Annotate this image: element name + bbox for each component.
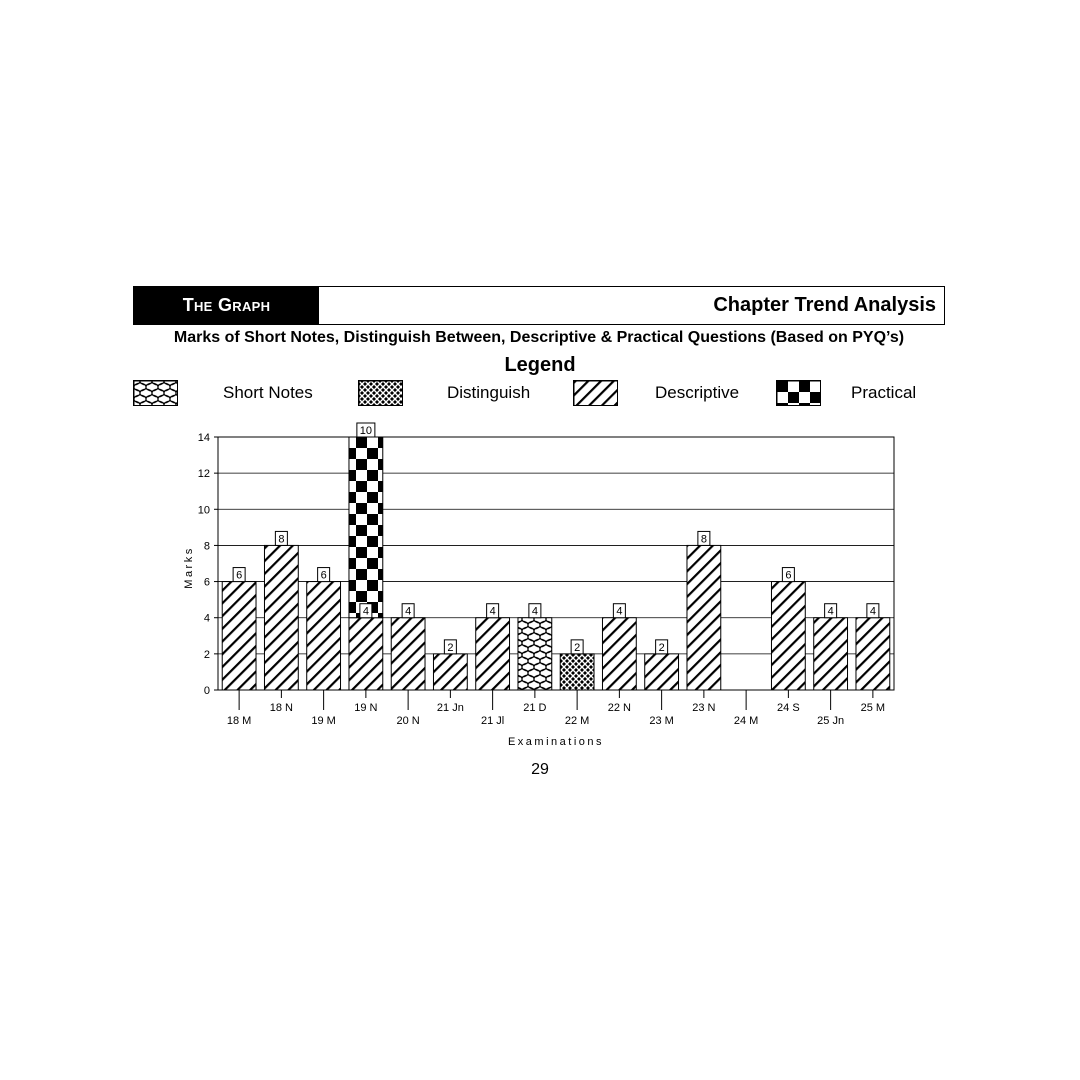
x-tick-label: 23 M	[649, 715, 674, 727]
data-label: 4	[405, 605, 412, 618]
bar-descriptive	[391, 618, 425, 690]
header-bar	[133, 286, 945, 325]
header-section-label: The Graph	[134, 287, 319, 324]
short-notes-swatch-icon	[133, 380, 178, 406]
data-label: 6	[320, 569, 327, 582]
descriptive-swatch-icon	[573, 380, 618, 406]
x-tick-label: 21 D	[523, 702, 547, 714]
distinguish-swatch-icon	[358, 380, 403, 406]
y-tick-label: 4	[203, 612, 210, 625]
y-tick-label: 14	[197, 432, 210, 444]
data-label: 4	[869, 605, 876, 618]
legend	[133, 379, 945, 407]
bar-descriptive	[602, 618, 636, 690]
legend-label-descriptive: Descriptive	[655, 383, 740, 402]
x-tick-label: 24 S	[777, 702, 800, 714]
data-label: 8	[700, 533, 707, 546]
bar-descriptive	[856, 618, 890, 690]
y-tick-label: 2	[203, 648, 210, 661]
data-label: 4	[531, 605, 538, 618]
bar-descriptive	[264, 545, 298, 690]
page-number: 29	[531, 761, 549, 778]
data-label: 4	[362, 605, 369, 618]
bar-descriptive	[349, 618, 383, 690]
data-label: 4	[827, 605, 834, 618]
data-label: 4	[616, 605, 623, 618]
bar-descriptive	[222, 582, 256, 690]
data-label: 10	[359, 425, 372, 437]
x-tick-label: 24 M	[733, 715, 759, 727]
data-label: 4	[489, 605, 496, 618]
practical-swatch-icon	[776, 380, 821, 406]
chart-subtitle: Marks of Short Notes, Distinguish Between, Descriptive & Practical Questions (Based on PYQ’s)	[173, 329, 905, 346]
x-tick-label: 22 M	[564, 715, 590, 727]
x-tick-label: 22 N	[607, 702, 631, 714]
x-tick-label: 23 N	[692, 702, 716, 714]
legend-item-short-notes	[133, 379, 313, 407]
y-tick-label: 10	[197, 504, 210, 517]
bar-descriptive	[476, 618, 510, 690]
data-label: 2	[574, 641, 581, 654]
bar-chart	[180, 415, 910, 755]
x-tick-label: 21 Jl	[481, 715, 505, 727]
x-tick-label: 19 M	[311, 715, 336, 727]
bar-descriptive	[307, 582, 341, 690]
x-tick-label: 25 Jn	[817, 715, 845, 727]
data-label: 6	[236, 569, 243, 582]
legend-label-practical: Practical	[851, 383, 917, 402]
data-label: 8	[278, 533, 285, 546]
data-label: 2	[447, 641, 454, 654]
y-tick-label: 12	[197, 468, 210, 481]
bar-practical	[349, 437, 383, 618]
data-label: 6	[785, 569, 792, 582]
x-tick-label: 25 M	[860, 702, 886, 714]
x-tick-label: 18 N	[269, 702, 293, 714]
x-tick-label: 20 N	[396, 715, 420, 727]
bar-descriptive	[645, 654, 679, 690]
legend-label-distinguish: Distinguish	[447, 383, 531, 402]
y-tick-label: 6	[203, 576, 210, 589]
x-tick-label: 21 Jn	[436, 702, 464, 714]
x-axis-title: Examinations	[507, 736, 605, 748]
bar-descriptive	[687, 545, 721, 690]
legend-label-short-notes: Short Notes	[223, 383, 313, 402]
legend-item-practical	[776, 379, 917, 407]
x-tick-label: 19 N	[354, 702, 378, 714]
legend-title: Legend	[504, 354, 576, 376]
bar-distinguish	[560, 654, 594, 690]
bar-descriptive	[433, 654, 467, 690]
bar-descriptive	[814, 618, 848, 690]
data-label: 2	[658, 641, 665, 654]
header-chapter-title: Chapter Trend Analysis	[713, 294, 936, 316]
x-tick-label: 18 M	[226, 715, 252, 727]
bar-short-notes	[518, 618, 552, 690]
y-tick-label: 8	[203, 540, 210, 553]
bar-descriptive	[771, 582, 805, 690]
y-tick-label: 0	[203, 685, 210, 697]
y-axis-title: Marks	[183, 546, 195, 589]
legend-item-descriptive	[573, 379, 740, 407]
legend-item-distinguish	[358, 379, 531, 407]
